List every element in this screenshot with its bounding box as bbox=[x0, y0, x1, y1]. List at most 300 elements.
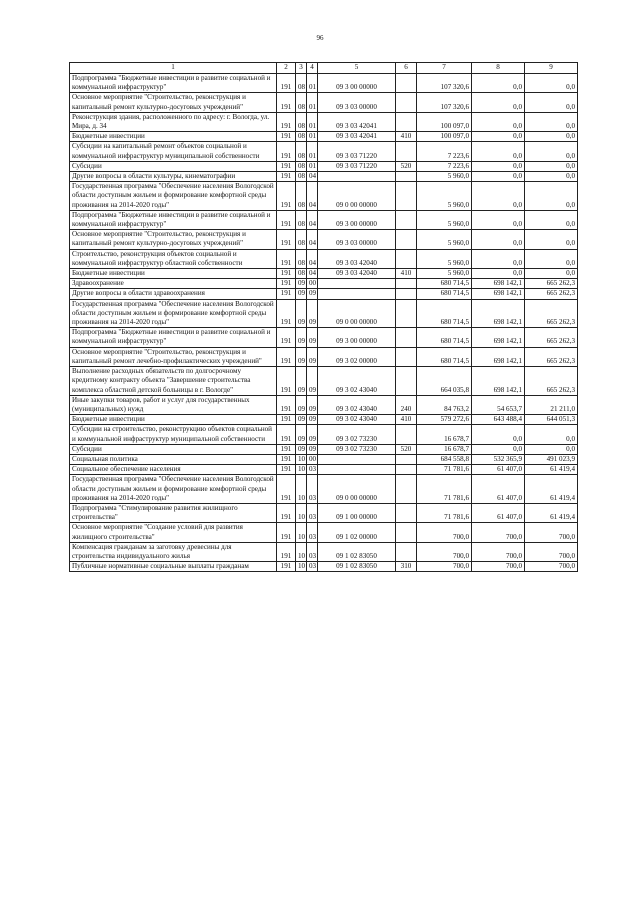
subsection-code: 03 bbox=[307, 503, 318, 522]
amount-col9: 700,0 bbox=[525, 562, 578, 572]
row-name: Основное мероприятие "Создание условий для развития жилищного строительства" bbox=[70, 523, 277, 542]
section-code: 08 bbox=[296, 142, 307, 161]
subsection-code: 01 bbox=[307, 93, 318, 112]
amount-col8: 0,0 bbox=[472, 74, 525, 93]
amount-col8: 0,0 bbox=[472, 249, 525, 268]
section-code: 09 bbox=[296, 328, 307, 347]
amount-col9: 0,0 bbox=[525, 132, 578, 142]
gr-code: 191 bbox=[277, 444, 296, 454]
gr-code: 191 bbox=[277, 142, 296, 161]
header-cell-3: 3 bbox=[296, 63, 307, 74]
gr-code: 191 bbox=[277, 562, 296, 572]
amount-col9: 0,0 bbox=[525, 182, 578, 211]
row-name: Государственная программа "Обеспечение населения Вологодской области доступным жильем и формирование комфортной среды проживания на 2014-2020 годы" bbox=[70, 475, 277, 504]
table-row bbox=[70, 93, 578, 112]
amount-col9: 0,0 bbox=[525, 425, 578, 444]
amount-col7: 5 960,0 bbox=[417, 182, 472, 211]
amount-col9: 0,0 bbox=[525, 172, 578, 182]
table-row bbox=[70, 210, 578, 229]
gr-code: 191 bbox=[277, 210, 296, 229]
target-article bbox=[318, 172, 396, 182]
table-row bbox=[70, 475, 578, 504]
amount-col7: 71 781,6 bbox=[417, 465, 472, 475]
amount-col7: 100 097,0 bbox=[417, 112, 472, 131]
amount-col8: 700,0 bbox=[472, 523, 525, 542]
gr-code: 191 bbox=[277, 249, 296, 268]
expense-type bbox=[396, 523, 417, 542]
table-row bbox=[70, 444, 578, 454]
section-code: 10 bbox=[296, 542, 307, 561]
table-header bbox=[70, 63, 578, 74]
section-code: 08 bbox=[296, 249, 307, 268]
amount-col7: 5 960,0 bbox=[417, 230, 472, 249]
target-article: 09 3 03 00000 bbox=[318, 93, 396, 112]
amount-col7: 5 960,0 bbox=[417, 249, 472, 268]
row-name: Компенсация гражданам за заготовку древесины для строительства индивидуального жилья bbox=[70, 542, 277, 561]
section-code: 08 bbox=[296, 230, 307, 249]
gr-code: 191 bbox=[277, 347, 296, 366]
expense-type bbox=[396, 93, 417, 112]
table-row bbox=[70, 269, 578, 279]
section-code: 10 bbox=[296, 523, 307, 542]
amount-col8: 698 142,1 bbox=[472, 289, 525, 299]
target-article: 09 3 03 71220 bbox=[318, 161, 396, 171]
expense-type bbox=[396, 142, 417, 161]
amount-col9: 21 211,0 bbox=[525, 395, 578, 414]
table-row bbox=[70, 503, 578, 522]
amount-col9: 61 419,4 bbox=[525, 503, 578, 522]
row-name: Строительство, реконструкция объектов социальной и коммунальной инфраструктур областной собственности bbox=[70, 249, 277, 268]
amount-col7: 16 678,7 bbox=[417, 425, 472, 444]
gr-code: 191 bbox=[277, 112, 296, 131]
expense-type: 410 bbox=[396, 132, 417, 142]
subsection-code: 09 bbox=[307, 425, 318, 444]
target-article: 09 0 00 00000 bbox=[318, 182, 396, 211]
amount-col7: 71 781,6 bbox=[417, 475, 472, 504]
expense-type bbox=[396, 299, 417, 328]
subsection-code: 03 bbox=[307, 562, 318, 572]
target-article: 09 3 02 43040 bbox=[318, 395, 396, 414]
table-row bbox=[70, 230, 578, 249]
amount-col7: 84 763,2 bbox=[417, 395, 472, 414]
gr-code: 191 bbox=[277, 465, 296, 475]
header-cell-9: 9 bbox=[525, 63, 578, 74]
subsection-code: 09 bbox=[307, 328, 318, 347]
row-name: Основное мероприятие "Строительство, реконструкция и капитальный ремонт культурно-досуговых учреждений" bbox=[70, 230, 277, 249]
amount-col7: 680 714,5 bbox=[417, 347, 472, 366]
row-name: Субсидии bbox=[70, 161, 277, 171]
expense-type bbox=[396, 279, 417, 289]
amount-col7: 680 714,5 bbox=[417, 299, 472, 328]
amount-col8: 698 142,1 bbox=[472, 347, 525, 366]
amount-col8: 0,0 bbox=[472, 93, 525, 112]
row-name: Другие вопросы в области здравоохранения bbox=[70, 289, 277, 299]
amount-col7: 7 223,6 bbox=[417, 161, 472, 171]
row-name: Бюджетные инвестиции bbox=[70, 415, 277, 425]
amount-col8: 698 142,1 bbox=[472, 299, 525, 328]
table-row bbox=[70, 74, 578, 93]
section-code: 08 bbox=[296, 112, 307, 131]
header-cell-6: 6 bbox=[396, 63, 417, 74]
expense-type: 520 bbox=[396, 444, 417, 454]
page-number: 96 bbox=[316, 34, 324, 42]
subsection-code: 04 bbox=[307, 172, 318, 182]
target-article: 09 3 03 42041 bbox=[318, 112, 396, 131]
table-row bbox=[70, 142, 578, 161]
row-name: Здравоохранение bbox=[70, 279, 277, 289]
subsection-code: 04 bbox=[307, 182, 318, 211]
subsection-code: 09 bbox=[307, 299, 318, 328]
header-cell-5: 5 bbox=[318, 63, 396, 74]
table-body bbox=[70, 74, 578, 572]
target-article: 09 1 00 00000 bbox=[318, 503, 396, 522]
amount-col9: 0,0 bbox=[525, 249, 578, 268]
row-name: Социальное обеспечение населения bbox=[70, 465, 277, 475]
amount-col9: 61 419,4 bbox=[525, 465, 578, 475]
gr-code: 191 bbox=[277, 230, 296, 249]
header-cell-1: 1 bbox=[70, 63, 277, 74]
subsection-code: 00 bbox=[307, 454, 318, 464]
table-row bbox=[70, 161, 578, 171]
target-article: 09 1 02 83050 bbox=[318, 542, 396, 561]
row-name: Субсидии на капитальный ремонт объектов социальной и коммунальной инфраструктур муниципальной собственности bbox=[70, 142, 277, 161]
amount-col9: 0,0 bbox=[525, 93, 578, 112]
target-article: 09 3 02 00000 bbox=[318, 347, 396, 366]
amount-col8: 0,0 bbox=[472, 132, 525, 142]
row-name: Подпрограмма "Бюджетные инвестиции в развитие социальной и коммунальной инфраструктур" bbox=[70, 74, 277, 93]
amount-col8: 0,0 bbox=[472, 142, 525, 161]
subsection-code: 03 bbox=[307, 523, 318, 542]
target-article: 09 3 02 73230 bbox=[318, 444, 396, 454]
gr-code: 191 bbox=[277, 454, 296, 464]
subsection-code: 04 bbox=[307, 230, 318, 249]
row-name: Реконструкция здания, расположенного по адресу: г. Вологда, ул. Мира, д. 34 bbox=[70, 112, 277, 131]
gr-code: 191 bbox=[277, 172, 296, 182]
table-row bbox=[70, 328, 578, 347]
expense-type bbox=[396, 289, 417, 299]
amount-col8: 0,0 bbox=[472, 444, 525, 454]
target-article: 09 3 03 42040 bbox=[318, 249, 396, 268]
expense-type: 310 bbox=[396, 562, 417, 572]
section-code: 09 bbox=[296, 444, 307, 454]
section-code: 10 bbox=[296, 454, 307, 464]
gr-code: 191 bbox=[277, 523, 296, 542]
gr-code: 191 bbox=[277, 161, 296, 171]
amount-col8: 643 488,4 bbox=[472, 415, 525, 425]
section-code: 09 bbox=[296, 347, 307, 366]
section-code: 09 bbox=[296, 289, 307, 299]
amount-col7: 16 678,7 bbox=[417, 444, 472, 454]
subsection-code: 01 bbox=[307, 132, 318, 142]
header-cell-2: 2 bbox=[277, 63, 296, 74]
amount-col9: 644 051,3 bbox=[525, 415, 578, 425]
row-name: Государственная программа "Обеспечение населения Вологодской области доступным жильем и формирование комфортной среды проживания на 2014-2020 годы" bbox=[70, 182, 277, 211]
table-row bbox=[70, 299, 578, 328]
amount-col7: 700,0 bbox=[417, 523, 472, 542]
table-row bbox=[70, 542, 578, 561]
subsection-code: 04 bbox=[307, 269, 318, 279]
amount-col8: 0,0 bbox=[472, 112, 525, 131]
target-article: 09 1 02 00000 bbox=[318, 523, 396, 542]
expense-type bbox=[396, 230, 417, 249]
gr-code: 191 bbox=[277, 542, 296, 561]
expense-type: 520 bbox=[396, 161, 417, 171]
amount-col8: 0,0 bbox=[472, 210, 525, 229]
expense-type bbox=[396, 249, 417, 268]
gr-code: 191 bbox=[277, 395, 296, 414]
amount-col7: 684 558,8 bbox=[417, 454, 472, 464]
table-row bbox=[70, 182, 578, 211]
expense-type bbox=[396, 112, 417, 131]
section-code: 08 bbox=[296, 210, 307, 229]
section-code: 09 bbox=[296, 415, 307, 425]
subsection-code: 09 bbox=[307, 444, 318, 454]
amount-col8: 61 407,0 bbox=[472, 503, 525, 522]
table-row bbox=[70, 395, 578, 414]
amount-col8: 61 407,0 bbox=[472, 475, 525, 504]
amount-col8: 0,0 bbox=[472, 172, 525, 182]
table-row bbox=[70, 523, 578, 542]
amount-col9: 700,0 bbox=[525, 523, 578, 542]
section-code: 10 bbox=[296, 503, 307, 522]
section-code: 09 bbox=[296, 367, 307, 396]
row-name: Иные закупки товаров, работ и услуг для государственных (муниципальных) нужд bbox=[70, 395, 277, 414]
table-row bbox=[70, 367, 578, 396]
subsection-code: 09 bbox=[307, 415, 318, 425]
expense-type bbox=[396, 542, 417, 561]
section-code: 08 bbox=[296, 182, 307, 211]
subsection-code: 01 bbox=[307, 161, 318, 171]
table-row bbox=[70, 562, 578, 572]
expense-type bbox=[396, 328, 417, 347]
amount-col8: 700,0 bbox=[472, 562, 525, 572]
amount-col7: 100 097,0 bbox=[417, 132, 472, 142]
gr-code: 191 bbox=[277, 93, 296, 112]
amount-col7: 5 960,0 bbox=[417, 269, 472, 279]
amount-col9: 61 419,4 bbox=[525, 475, 578, 504]
subsection-code: 09 bbox=[307, 395, 318, 414]
table-row bbox=[70, 347, 578, 366]
target-article: 09 3 00 00000 bbox=[318, 74, 396, 93]
target-article: 09 0 00 00000 bbox=[318, 299, 396, 328]
table-row bbox=[70, 465, 578, 475]
amount-col7: 664 035,8 bbox=[417, 367, 472, 396]
gr-code: 191 bbox=[277, 425, 296, 444]
amount-col7: 107 320,6 bbox=[417, 93, 472, 112]
expense-type: 240 bbox=[396, 395, 417, 414]
amount-col9: 0,0 bbox=[525, 269, 578, 279]
amount-col9: 700,0 bbox=[525, 542, 578, 561]
gr-code: 191 bbox=[277, 132, 296, 142]
row-name: Выполнение расходных обязательств по долгосрочному кредитному контракту объекта "Завершение строительства комплекса областной детской больницы в г. Вологде" bbox=[70, 367, 277, 396]
amount-col9: 0,0 bbox=[525, 230, 578, 249]
subsection-code: 01 bbox=[307, 142, 318, 161]
row-name: Подпрограмма "Стимулирование развития жилищного строительства" bbox=[70, 503, 277, 522]
expense-type bbox=[396, 172, 417, 182]
subsection-code: 04 bbox=[307, 249, 318, 268]
expense-type bbox=[396, 74, 417, 93]
amount-col9: 491 023,9 bbox=[525, 454, 578, 464]
amount-col9: 0,0 bbox=[525, 161, 578, 171]
subsection-code: 04 bbox=[307, 210, 318, 229]
expense-type bbox=[396, 425, 417, 444]
amount-col7: 107 320,6 bbox=[417, 74, 472, 93]
amount-col7: 680 714,5 bbox=[417, 328, 472, 347]
section-code: 10 bbox=[296, 562, 307, 572]
amount-col9: 665 262,3 bbox=[525, 367, 578, 396]
row-name: Другие вопросы в области культуры, кинематографии bbox=[70, 172, 277, 182]
amount-col7: 579 272,6 bbox=[417, 415, 472, 425]
target-article: 09 3 03 42040 bbox=[318, 269, 396, 279]
target-article bbox=[318, 454, 396, 464]
table-row bbox=[70, 132, 578, 142]
subsection-code: 01 bbox=[307, 74, 318, 93]
row-name: Основное мероприятие "Строительство, реконструкция и капитальный ремонт культурно-досуговых учреждений" bbox=[70, 93, 277, 112]
header-row bbox=[70, 63, 578, 74]
amount-col9: 665 262,3 bbox=[525, 347, 578, 366]
gr-code: 191 bbox=[277, 279, 296, 289]
section-code: 10 bbox=[296, 475, 307, 504]
target-article: 09 3 00 00000 bbox=[318, 328, 396, 347]
table-row bbox=[70, 172, 578, 182]
amount-col7: 680 714,5 bbox=[417, 279, 472, 289]
subsection-code: 00 bbox=[307, 279, 318, 289]
table-row bbox=[70, 112, 578, 131]
row-name: Публичные нормативные социальные выплаты гражданам bbox=[70, 562, 277, 572]
amount-col8: 0,0 bbox=[472, 182, 525, 211]
target-article: 09 0 00 00000 bbox=[318, 475, 396, 504]
subsection-code: 09 bbox=[307, 289, 318, 299]
section-code: 10 bbox=[296, 465, 307, 475]
amount-col9: 0,0 bbox=[525, 210, 578, 229]
expense-type bbox=[396, 367, 417, 396]
row-name: Субсидии bbox=[70, 444, 277, 454]
subsection-code: 03 bbox=[307, 465, 318, 475]
amount-col8: 0,0 bbox=[472, 230, 525, 249]
budget-table bbox=[69, 62, 578, 572]
section-code: 08 bbox=[296, 269, 307, 279]
amount-col8: 0,0 bbox=[472, 425, 525, 444]
section-code: 08 bbox=[296, 93, 307, 112]
target-article: 09 3 03 42041 bbox=[318, 132, 396, 142]
section-code: 09 bbox=[296, 279, 307, 289]
gr-code: 191 bbox=[277, 415, 296, 425]
amount-col9: 0,0 bbox=[525, 444, 578, 454]
expense-type bbox=[396, 347, 417, 366]
amount-col7: 680 714,5 bbox=[417, 289, 472, 299]
gr-code: 191 bbox=[277, 269, 296, 279]
row-name: Подпрограмма "Бюджетные инвестиции в развитие социальной и коммунальной инфраструктур" bbox=[70, 328, 277, 347]
amount-col9: 665 262,3 bbox=[525, 299, 578, 328]
subsection-code: 03 bbox=[307, 542, 318, 561]
gr-code: 191 bbox=[277, 289, 296, 299]
target-article: 09 3 02 43040 bbox=[318, 367, 396, 396]
header-cell-8: 8 bbox=[472, 63, 525, 74]
expense-type bbox=[396, 454, 417, 464]
table-row bbox=[70, 289, 578, 299]
table-row bbox=[70, 454, 578, 464]
subsection-code: 09 bbox=[307, 367, 318, 396]
section-code: 09 bbox=[296, 299, 307, 328]
section-code: 08 bbox=[296, 161, 307, 171]
amount-col7: 71 781,6 bbox=[417, 503, 472, 522]
amount-col9: 0,0 bbox=[525, 112, 578, 131]
table-row bbox=[70, 425, 578, 444]
amount-col7: 5 960,0 bbox=[417, 172, 472, 182]
section-code: 09 bbox=[296, 395, 307, 414]
amount-col9: 665 262,3 bbox=[525, 279, 578, 289]
amount-col8: 0,0 bbox=[472, 161, 525, 171]
row-name: Бюджетные инвестиции bbox=[70, 269, 277, 279]
subsection-code: 01 bbox=[307, 112, 318, 131]
target-article: 09 3 00 00000 bbox=[318, 210, 396, 229]
section-code: 08 bbox=[296, 172, 307, 182]
target-article: 09 3 03 71220 bbox=[318, 142, 396, 161]
table-row bbox=[70, 415, 578, 425]
amount-col7: 5 960,0 bbox=[417, 210, 472, 229]
amount-col8: 54 653,7 bbox=[472, 395, 525, 414]
amount-col9: 665 262,3 bbox=[525, 289, 578, 299]
row-name: Бюджетные инвестиции bbox=[70, 132, 277, 142]
expense-type bbox=[396, 465, 417, 475]
amount-col9: 0,0 bbox=[525, 74, 578, 93]
target-article: 09 3 02 43040 bbox=[318, 415, 396, 425]
expense-type bbox=[396, 210, 417, 229]
amount-col8: 698 142,1 bbox=[472, 279, 525, 289]
row-name: Основное мероприятие "Строительство, реконструкция и капитальный ремонт лечебно-профилактических учреждений" bbox=[70, 347, 277, 366]
gr-code: 191 bbox=[277, 299, 296, 328]
row-name: Государственная программа "Обеспечение населения Вологодской области доступным жильем и формирование комфортной среды проживания на 2014-2020 годы" bbox=[70, 299, 277, 328]
gr-code: 191 bbox=[277, 182, 296, 211]
gr-code: 191 bbox=[277, 328, 296, 347]
expense-type: 410 bbox=[396, 415, 417, 425]
target-article bbox=[318, 465, 396, 475]
table-row bbox=[70, 249, 578, 268]
gr-code: 191 bbox=[277, 475, 296, 504]
amount-col9: 0,0 bbox=[525, 142, 578, 161]
section-code: 08 bbox=[296, 132, 307, 142]
target-article: 09 1 02 83050 bbox=[318, 562, 396, 572]
row-name: Подпрограмма "Бюджетные инвестиции в развитие социальной и коммунальной инфраструктур" bbox=[70, 210, 277, 229]
expense-type bbox=[396, 503, 417, 522]
amount-col8: 698 142,1 bbox=[472, 328, 525, 347]
amount-col7: 700,0 bbox=[417, 562, 472, 572]
subsection-code: 03 bbox=[307, 475, 318, 504]
amount-col8: 532 365,9 bbox=[472, 454, 525, 464]
gr-code: 191 bbox=[277, 367, 296, 396]
amount-col7: 700,0 bbox=[417, 542, 472, 561]
amount-col8: 0,0 bbox=[472, 269, 525, 279]
amount-col8: 61 407,0 bbox=[472, 465, 525, 475]
table-row bbox=[70, 279, 578, 289]
expense-type bbox=[396, 475, 417, 504]
amount-col8: 698 142,1 bbox=[472, 367, 525, 396]
target-article bbox=[318, 289, 396, 299]
header-cell-7: 7 bbox=[417, 63, 472, 74]
section-code: 09 bbox=[296, 425, 307, 444]
subsection-code: 09 bbox=[307, 347, 318, 366]
amount-col7: 7 223,6 bbox=[417, 142, 472, 161]
amount-col9: 665 262,3 bbox=[525, 328, 578, 347]
expense-type bbox=[396, 182, 417, 211]
row-name: Социальная политика bbox=[70, 454, 277, 464]
expense-type: 410 bbox=[396, 269, 417, 279]
amount-col8: 700,0 bbox=[472, 542, 525, 561]
target-article: 09 3 02 73230 bbox=[318, 425, 396, 444]
header-cell-4: 4 bbox=[307, 63, 318, 74]
target-article bbox=[318, 279, 396, 289]
gr-code: 191 bbox=[277, 74, 296, 93]
